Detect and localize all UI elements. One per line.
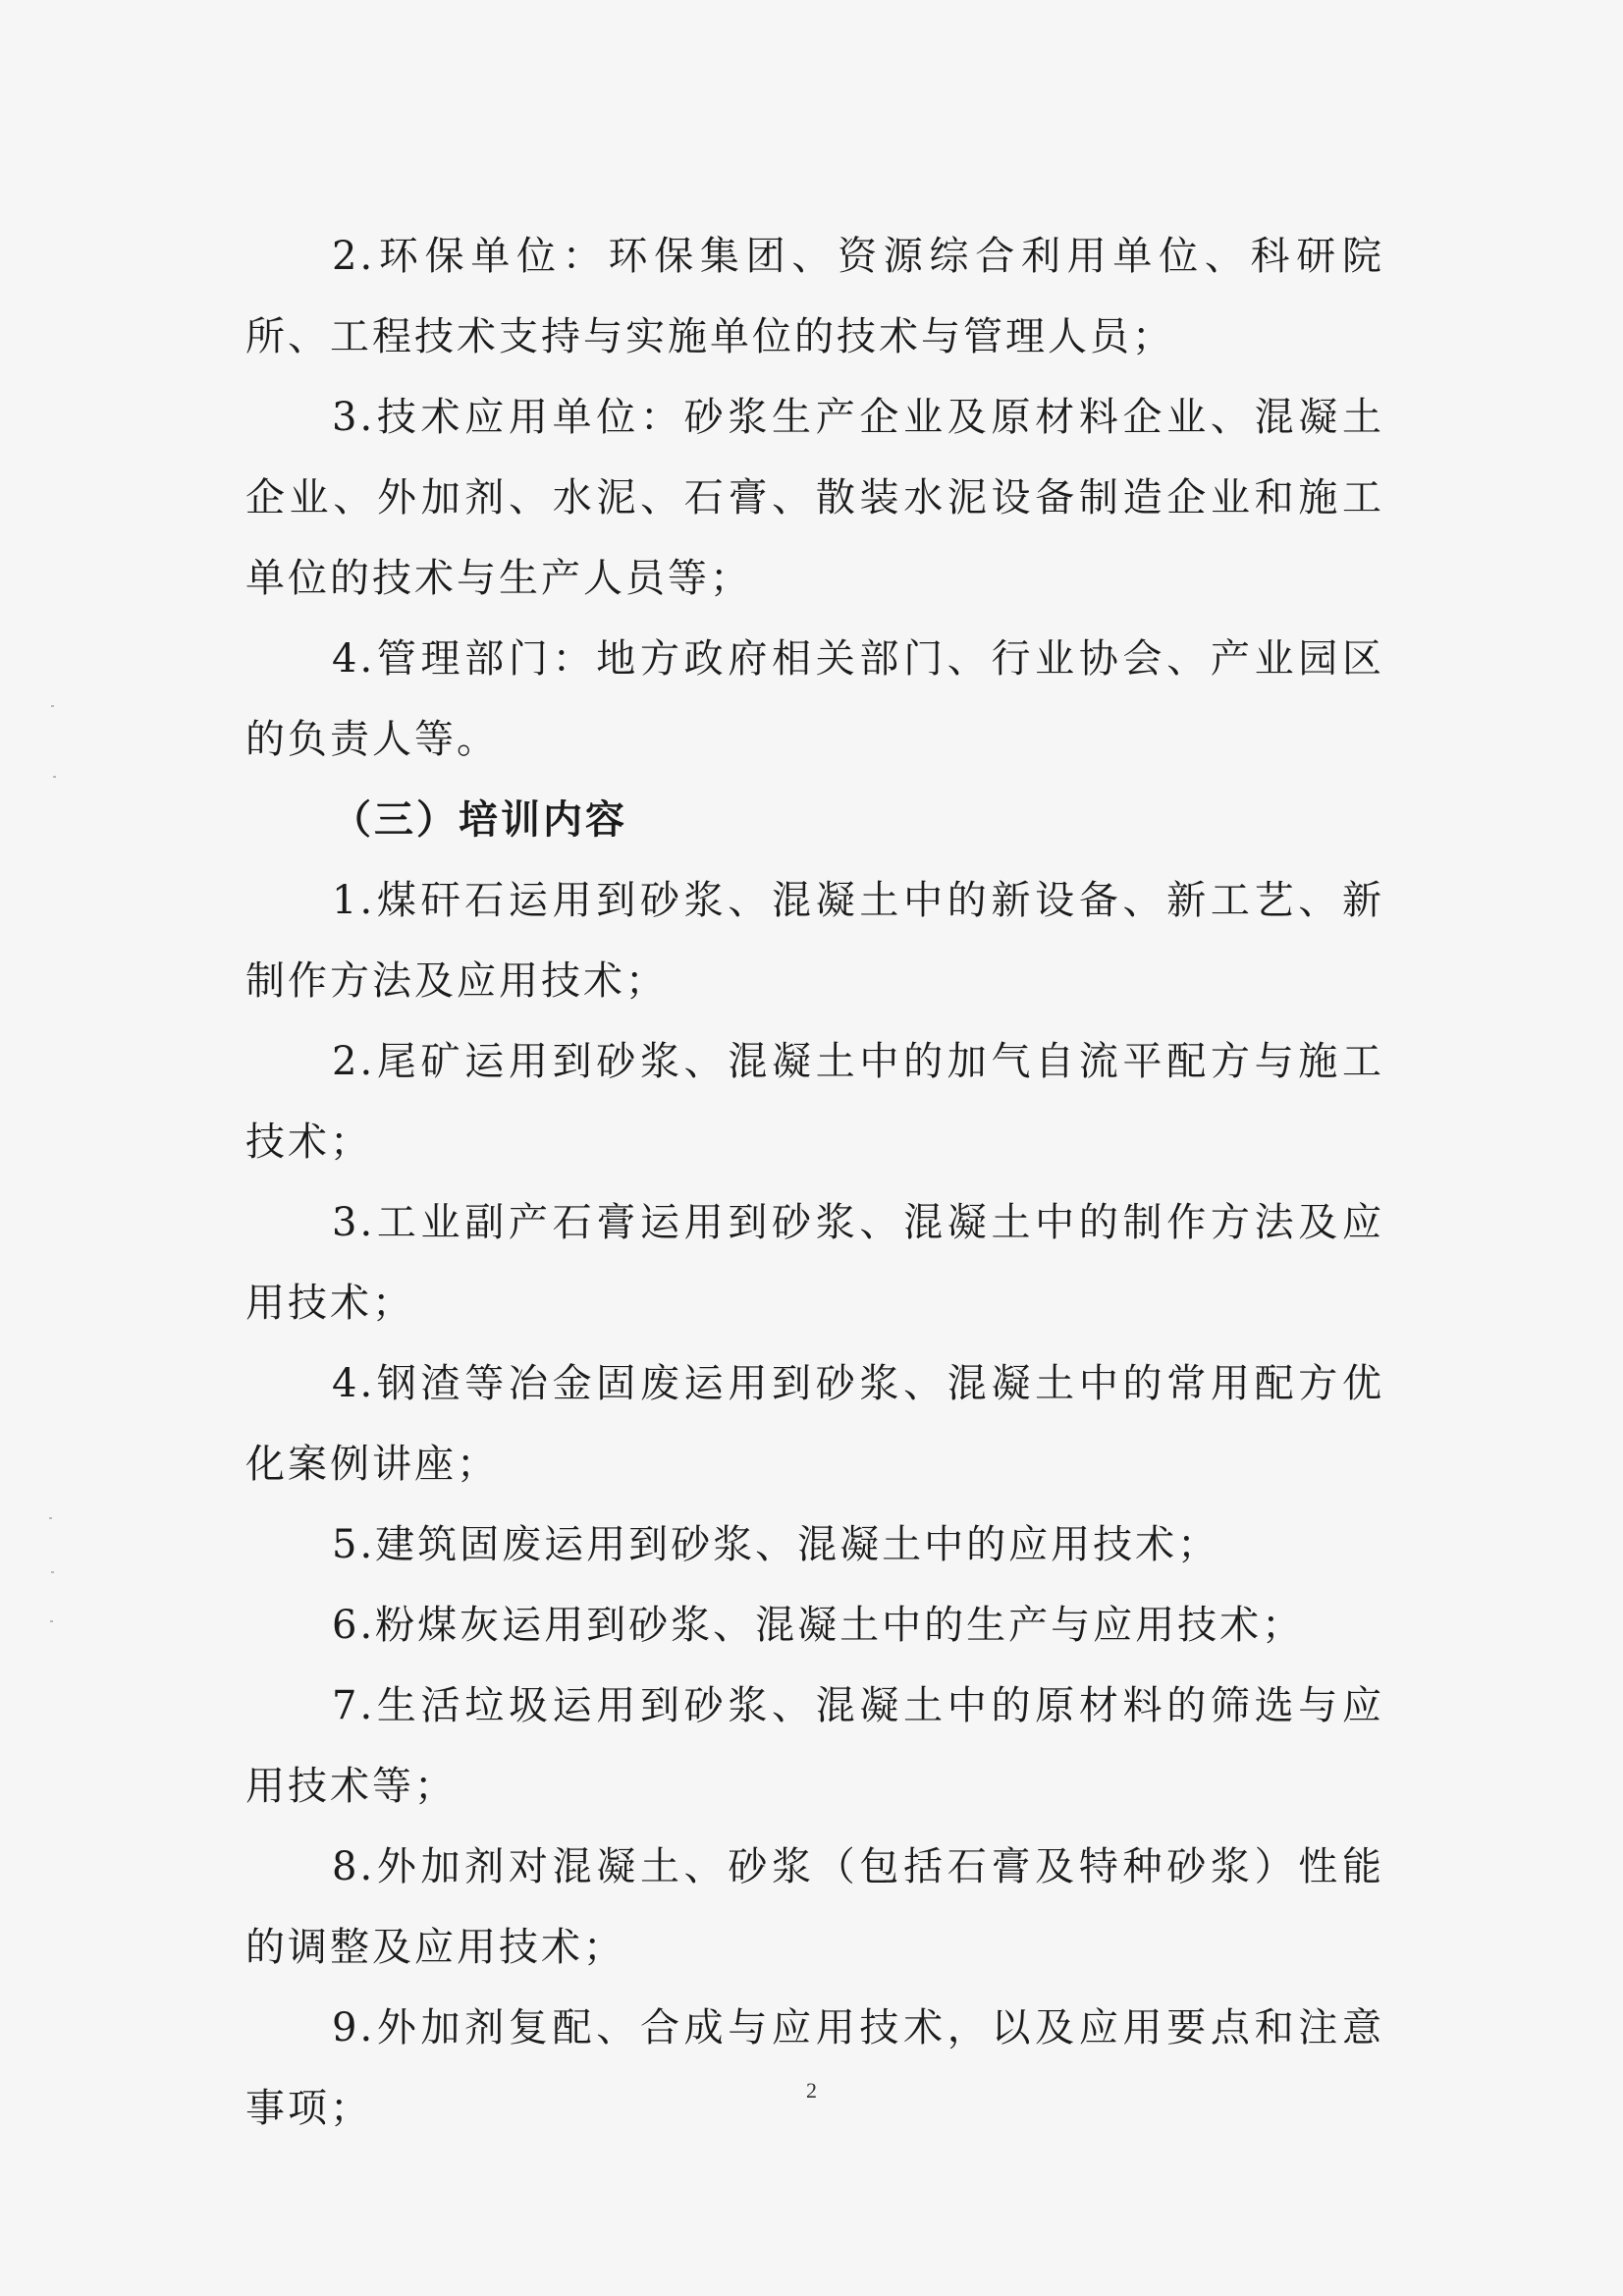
training-item: 2.尾矿运用到砂浆、混凝土中的加气自流平配方与施工技术；: [245, 1039, 1384, 1165]
paragraph-environmental-units: 2.环保单位：环保集团、资源综合利用单位、科研院所、工程技术支持与实施单位的技术与管理人员；: [245, 234, 1384, 359]
section-heading-training-content: （三）培训内容: [332, 796, 627, 843]
training-item: 4.钢渣等冶金固废运用到砂浆、混凝土中的常用配方优化案例讲座；: [245, 1361, 1384, 1487]
scan-speck: [51, 1571, 54, 1573]
scan-speck: [53, 776, 56, 778]
scan-speck: [50, 1620, 53, 1622]
training-item: 9.外加剂复配、合成与应用技术，以及应用要点和注意事项；: [245, 2005, 1384, 2131]
document-body: [245, 216, 1384, 2149]
scan-speck: [49, 1517, 52, 1519]
training-item: 6.粉煤灰运用到砂浆、混凝土中的生产与应用技术；: [332, 1603, 1305, 1648]
training-item: 8.外加剂对混凝土、砂浆（包括石膏及特种砂浆）性能的调整及应用技术；: [245, 1844, 1384, 1970]
paragraph-management-departments: 4.管理部门：地方政府相关部门、行业协会、产业园区的负责人等。: [245, 636, 1384, 762]
training-item: 3.工业副产石膏运用到砂浆、混凝土中的制作方法及应用技术；: [245, 1200, 1384, 1326]
training-item: 1.煤矸石运用到砂浆、混凝土中的新设备、新工艺、新制作方法及应用技术；: [245, 878, 1384, 1004]
training-item: 5.建筑固废运用到砂浆、混凝土中的应用技术；: [332, 1522, 1220, 1567]
scan-speck: [51, 705, 54, 707]
paragraph-application-units: 3.技术应用单位：砂浆生产企业及原材料企业、混凝土企业、外加剂、水泥、石膏、散装水泥设备制造企业和施工单位的技术与生产人员等；: [245, 395, 1384, 601]
training-item: 7.生活垃圾运用到砂浆、混凝土中的原材料的筛选与应用技术等；: [245, 1683, 1384, 1809]
page-number: 2: [806, 2078, 817, 2103]
